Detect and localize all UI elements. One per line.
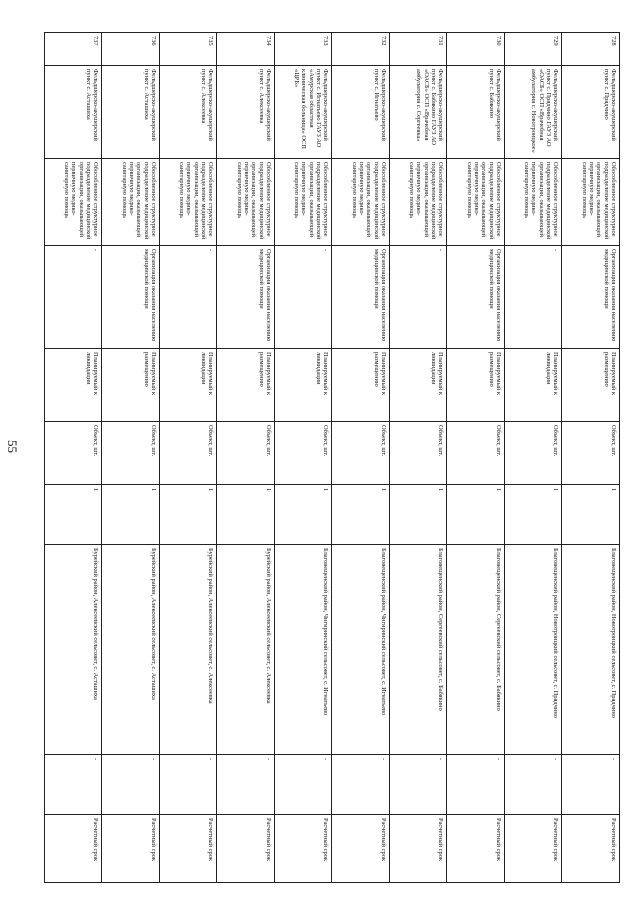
facility-location-cell: Бурейский район, Алексеевский сельсовет, с. Асташиха xyxy=(45,545,103,755)
row-number-cell: 733 xyxy=(275,33,333,66)
facility-purpose-cell: Организация оказания населению медицинской помощи xyxy=(102,246,160,349)
row-number-cell: 735 xyxy=(160,33,218,66)
completion-term-cell: Расчетный срок xyxy=(217,815,275,883)
planned-action-cell: Планируемый к ликвидации xyxy=(45,349,103,422)
completion-term-cell: Расчетный срок xyxy=(275,815,333,883)
planned-action-cell: Планируемый к ликвидации xyxy=(275,349,333,422)
quantity-cell: 1 xyxy=(332,485,390,545)
facility-location-cell: Благовещенский район, Новотроицкий сельсовет, с. Прядчино xyxy=(562,545,620,755)
table-row xyxy=(160,33,218,883)
facility-purpose-cell: Организация оказания населению медицинской помощи xyxy=(217,246,275,349)
extra-info-cell: - xyxy=(217,755,275,815)
planned-action-cell: Планируемый к ликвидации xyxy=(160,349,218,422)
measure-unit-cell: Объект, шт. xyxy=(217,422,275,485)
measure-unit-cell: Объект, шт. xyxy=(160,422,218,485)
measure-unit-cell: Объект, шт. xyxy=(275,422,333,485)
facility-purpose-cell: - xyxy=(160,246,218,349)
page-number: 55 xyxy=(5,440,20,453)
measure-unit-cell: Объект, шт. xyxy=(505,422,563,485)
facility-type-cell: Обособленное структурное подразделение медицинской организации, оказывающей первичную медико-санитарную помощь xyxy=(217,159,275,246)
table-row xyxy=(562,33,620,883)
measure-unit-cell: Объект, шт. xyxy=(332,422,390,485)
facility-location-cell: Благовещенский район, Сергеевский сельсовет, с. Бабякино xyxy=(447,545,505,755)
facility-name-cell: Фельдшерско-акушерский пункт с. Бабякино xyxy=(447,66,505,159)
facility-location-cell: Бурейский район, Алексеевский сельсовет, с. Алексеевка xyxy=(160,545,218,755)
extra-info-cell: - xyxy=(505,755,563,815)
table-body xyxy=(45,33,620,883)
facility-name-cell: Фельдшерско-акушерский пункт с. Алексеевка xyxy=(160,66,218,159)
completion-term-cell: Расчетный срок xyxy=(160,815,218,883)
facility-type-cell: Обособленное структурное подразделение медицинской организации, оказывающей первичную медико-санитарную помощь xyxy=(562,159,620,246)
extra-info-cell: - xyxy=(275,755,333,815)
quantity-cell: 1 xyxy=(217,485,275,545)
facility-type-cell: Обособленное структурное подразделение медицинской организации, оказывающей первичную медико-санитарную помощь xyxy=(160,159,218,246)
rotated-table-wrapper xyxy=(44,32,620,882)
row-number-cell: 734 xyxy=(217,33,275,66)
row-number-cell: 729 xyxy=(505,33,563,66)
facility-name-cell: Фельдшерско-акушерский пункт с. Асташиха xyxy=(45,66,103,159)
table-row xyxy=(505,33,563,883)
extra-info-cell: - xyxy=(102,755,160,815)
facility-type-cell: Обособленное структурное подразделение медицинской организации, оказывающей первичную медико-санитарную помощь xyxy=(332,159,390,246)
table-row xyxy=(275,33,333,883)
facility-purpose-cell: Организация оказания населению медицинской помощи xyxy=(562,246,620,349)
row-number-cell: 731 xyxy=(390,33,448,66)
table-row xyxy=(217,33,275,883)
completion-term-cell: Расчетный срок xyxy=(505,815,563,883)
quantity-cell: 1 xyxy=(102,485,160,545)
facility-type-cell: Обособленное структурное подразделение медицинской организации, оказывающей первичную медико-санитарную помощь xyxy=(45,159,103,246)
completion-term-cell: Расчетный срок xyxy=(45,815,103,883)
completion-term-cell: Расчетный срок xyxy=(102,815,160,883)
planned-action-cell: Планируемый к размещению xyxy=(332,349,390,422)
facility-type-cell: Обособленное структурное подразделение медицинской организации, оказывающей первичную медико-санитарную помощь xyxy=(275,159,333,246)
facility-location-cell: Благовещенский район, Чигиринский сельсовет, с. Игнатьево xyxy=(275,545,333,755)
measure-unit-cell: Объект, шт. xyxy=(562,422,620,485)
quantity-cell: 1 xyxy=(447,485,505,545)
quantity-cell: 1 xyxy=(390,485,448,545)
planned-action-cell: Планируемый к размещению xyxy=(562,349,620,422)
facility-location-cell: Благовещенский район, Чигиринский сельсовет, с. Игнатьево xyxy=(332,545,390,755)
extra-info-cell: - xyxy=(447,755,505,815)
table-row xyxy=(390,33,448,883)
facility-purpose-cell: - xyxy=(390,246,448,349)
facility-name-cell: Фельдшерско-акушерский пункт с. Прядчино ГАУЗ АО «ОАСБ» ОСП «Врачебная амбулатория с. Новотроицкое» xyxy=(505,66,563,159)
extra-info-cell: - xyxy=(45,755,103,815)
facility-location-cell: Благовещенский район, Сергеевский сельсовет, с. Бабякино xyxy=(390,545,448,755)
quantity-cell: 1 xyxy=(505,485,563,545)
facility-location-cell: Бурейский район, Алексеевский сельсовет, с. Алексеевка xyxy=(217,545,275,755)
row-number-cell: 730 xyxy=(447,33,505,66)
facility-purpose-cell: - xyxy=(275,246,333,349)
planned-action-cell: Планируемый к ликвидации xyxy=(505,349,563,422)
measure-unit-cell: Объект, шт. xyxy=(102,422,160,485)
completion-term-cell: Расчетный срок xyxy=(562,815,620,883)
measure-unit-cell: Объект, шт. xyxy=(447,422,505,485)
planned-action-cell: Планируемый к ликвидации xyxy=(390,349,448,422)
facility-type-cell: Обособленное структурное подразделение медицинской организации, оказывающей первичную медико-санитарную помощь xyxy=(505,159,563,246)
extra-info-cell: - xyxy=(562,755,620,815)
quantity-cell: 1 xyxy=(45,485,103,545)
facility-name-cell: Фельдшерско-акушерский пункт с. Алексеевка xyxy=(217,66,275,159)
extra-info-cell: - xyxy=(332,755,390,815)
facilities-table xyxy=(44,32,620,883)
quantity-cell: 1 xyxy=(562,485,620,545)
quantity-cell: 1 xyxy=(275,485,333,545)
completion-term-cell: Расчетный срок xyxy=(447,815,505,883)
table-row xyxy=(447,33,505,883)
row-number-cell: 737 xyxy=(45,33,103,66)
measure-unit-cell: Объект, шт. xyxy=(390,422,448,485)
facility-type-cell: Обособленное структурное подразделение медицинской организации, оказывающей первичную медико-санитарную помощь xyxy=(390,159,448,246)
facility-purpose-cell: Организация оказания населению медицинской помощи xyxy=(447,246,505,349)
facility-location-cell: Бурейский район, Алексеевский сельсовет, с. Асташиха xyxy=(102,545,160,755)
completion-term-cell: Расчетный срок xyxy=(332,815,390,883)
planned-action-cell: Планируемый к размещению xyxy=(217,349,275,422)
completion-term-cell: Расчетный срок xyxy=(390,815,448,883)
facility-name-cell: Фельдшерско-акушерский пункт с. Прядчино xyxy=(562,66,620,159)
table-row xyxy=(332,33,390,883)
facility-name-cell: Фельдшерско-акушерский пункт с. Бабякино ГАУЗ АО «ОАСБ» ОСП «Врачебная амбулатория с. Сергеевка» xyxy=(390,66,448,159)
planned-action-cell: Планируемый к размещению xyxy=(102,349,160,422)
row-number-cell: 728 xyxy=(562,33,620,66)
table-row xyxy=(45,33,103,883)
facility-name-cell: Фельдшерско-акушерский пункт с. Асташиха xyxy=(102,66,160,159)
row-number-cell: 736 xyxy=(102,33,160,66)
facility-purpose-cell: - xyxy=(45,246,103,349)
extra-info-cell: - xyxy=(160,755,218,815)
extra-info-cell: - xyxy=(390,755,448,815)
facility-name-cell: Фельдшерско-акушерский пункт с. Игнатьево xyxy=(332,66,390,159)
facility-purpose-cell: - xyxy=(505,246,563,349)
facility-purpose-cell: Организация оказания населению медицинской помощи xyxy=(332,246,390,349)
facility-type-cell: Обособленное структурное подразделение медицинской организации, оказывающей первичную медико-санитарную помощь xyxy=(447,159,505,246)
facility-name-cell: Фельдшерско-акушерский пункт с. Игнатьево ГАУЗ АО «Амурская областная клиническая больница» ОСП «ЦРБ» xyxy=(275,66,333,159)
measure-unit-cell: Объект, шт. xyxy=(45,422,103,485)
table-row xyxy=(102,33,160,883)
facility-type-cell: Обособленное структурное подразделение медицинской организации, оказывающей первичную медико-санитарную помощь xyxy=(102,159,160,246)
quantity-cell: 1 xyxy=(160,485,218,545)
planned-action-cell: Планируемый к размещению xyxy=(447,349,505,422)
facility-location-cell: Благовещенский район, Новотроицкий сельсовет, с. Прядчино xyxy=(505,545,563,755)
row-number-cell: 732 xyxy=(332,33,390,66)
